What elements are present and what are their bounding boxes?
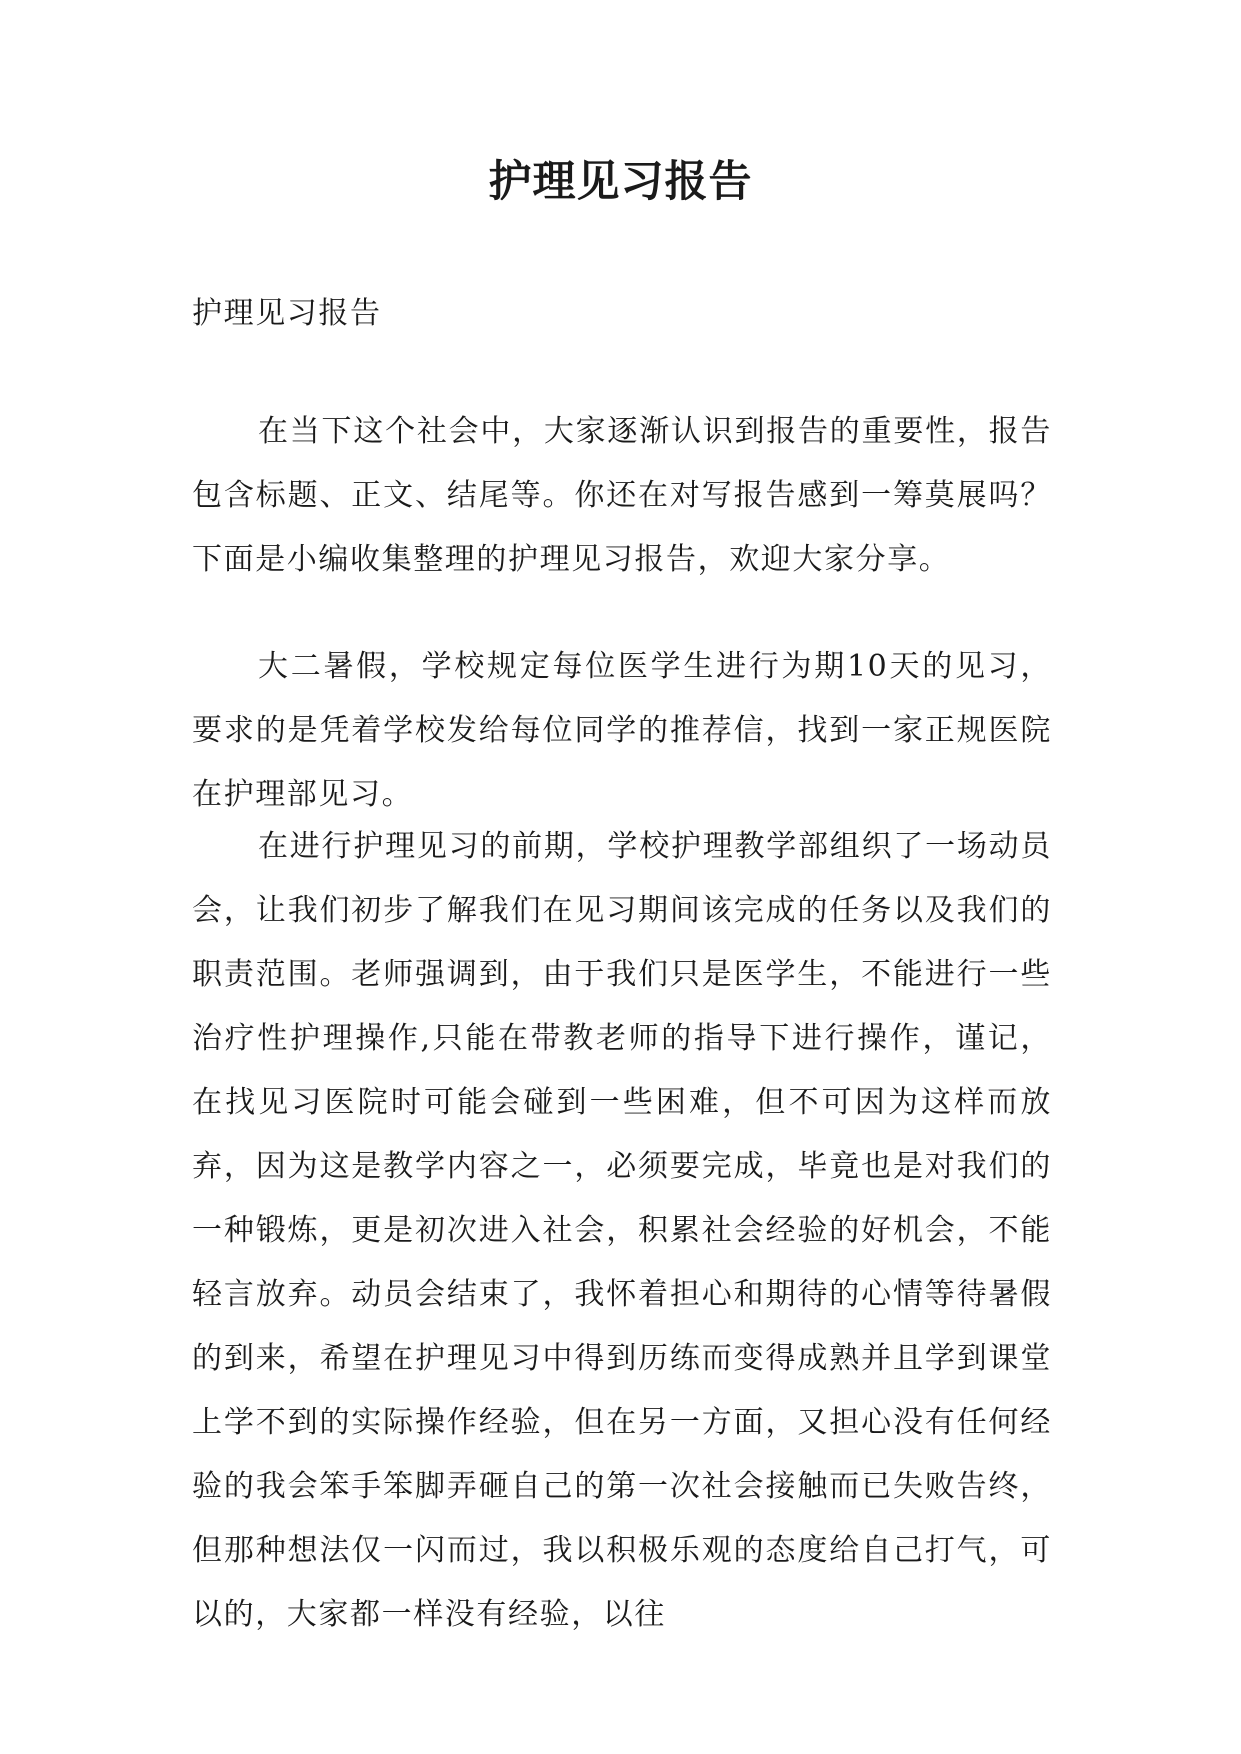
body-paragraph-2: 在进行护理见习的前期，学校护理教学部组织了一场动员会，让我们初步了解我们在见习期间该完成的任务以及我们的职责范围。老师强调到，由于我们只是医学生，不能进行一些治疗性护理操作,只能在带教老师的指导下进行操作，谨记，在找见习医院时可能会碰到一些困难，但不可因为这样而放弃，因为这是教学内容之一，必须要完成，毕竟也是对我们的一种锻炼，更是初次进入社会，积累社会经验的好机会，不能轻言放弃。动员会结束了，我怀着担心和期待的心情等待暑假的到来，希望在护理见习中得到历练而变得成熟并且学到课堂上学不到的实际操作经验，但在另一方面，又担心没有任何经验的我会笨手笨脚弄砸自己的第一次社会接触而已失败告终，但那种想法仅一闪而过，我以积极乐观的态度给自己打气，可以的，大家都一样没有经验，以往 [192, 829, 1052, 1632]
intro-paragraph: 在当下这个社会中，大家逐渐认识到报告的重要性，报告包含标题、正文、结尾等。你还在对写报告感到一筹莫展吗？下面是小编收集整理的护理见习报告，欢迎大家分享。 [192, 414, 1052, 577]
document-title: 护理见习报告 [488, 157, 753, 207]
body-paragraph-1: 大二暑假，学校规定每位医学生进行为期10天的见习，要求的是凭着学校发给每位同学的推荐信，找到一家正规医院在护理部见习。 [192, 649, 1052, 812]
document-subtitle: 护理见习报告 [192, 296, 382, 331]
